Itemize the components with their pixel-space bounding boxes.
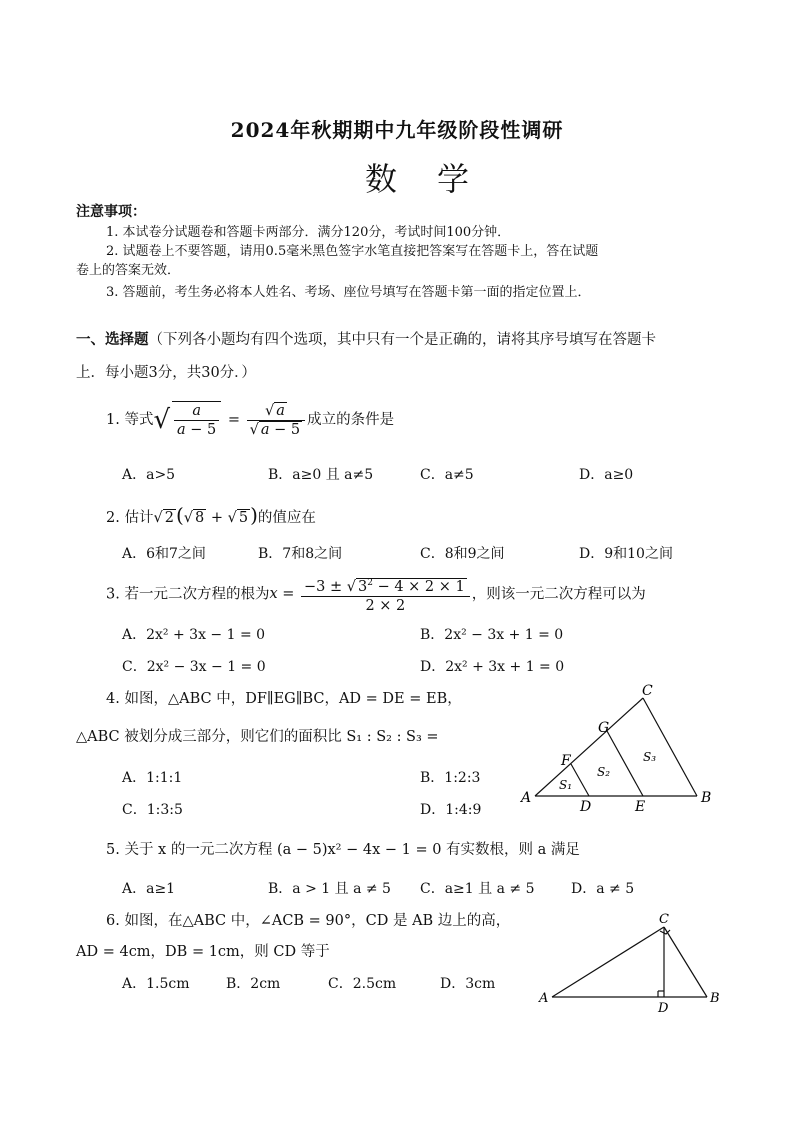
fig4-label-e: E bbox=[635, 799, 646, 815]
q6-option-a[interactable]: A．1.5cm bbox=[122, 976, 190, 992]
q4-option-a[interactable]: A．1:1:1 bbox=[122, 770, 183, 786]
page-title: 2024年秋期期中九年级阶段性调研 bbox=[230, 118, 564, 142]
question-3 bbox=[106, 574, 646, 615]
section-title: 一、选择题 bbox=[76, 332, 149, 348]
q1-option-b[interactable]: B．a≥0 且 a≠5 bbox=[268, 467, 374, 483]
note-3: 3. 答题前，考生务必将本人姓名、考场、座位号填写在答题卡第一面的指定位置上． bbox=[106, 285, 591, 300]
q5-option-b[interactable]: B．a > 1 且 a ≠ 5 bbox=[268, 881, 391, 897]
fig4-label-g: G bbox=[598, 720, 610, 736]
q3-option-b[interactable]: B．2x² − 3x + 1 = 0 bbox=[420, 627, 564, 643]
q6-option-d[interactable]: D．3cm bbox=[440, 976, 496, 992]
question-1 bbox=[106, 401, 394, 439]
q1-option-d[interactable]: D．a≥0 bbox=[579, 467, 634, 483]
q5-option-a[interactable]: A．a≥1 bbox=[122, 881, 176, 897]
subject-title: 数学 bbox=[364, 160, 509, 198]
note-2-cont: 卷上的答案无效． bbox=[76, 263, 181, 278]
q1-formula: √ $\frac{a}{a - 5}$ = $\frac{√ a}{√ a - 5}$ bbox=[153, 401, 307, 439]
fig4-label-f: F bbox=[561, 753, 571, 769]
q6-line-1: 6. 如图，在△ABC 中，∠ACB = 90°，CD 是 AB 边上的高， bbox=[106, 913, 511, 929]
q3-formula: x = $\frac{-3 \pm √ 3^2 - 4 \times 2 \times 1}{2 \times 2}$ bbox=[269, 586, 471, 602]
question-2 bbox=[106, 503, 316, 527]
fig6-label-c: C bbox=[659, 912, 669, 927]
q6-right-triangle-figure bbox=[535, 905, 730, 1017]
q6-option-c[interactable]: C．2.5cm bbox=[328, 976, 397, 992]
q5-option-c[interactable]: C．a≥1 且 a ≠ 5 bbox=[420, 881, 535, 897]
q2-option-d[interactable]: D．9和10之间 bbox=[579, 546, 673, 562]
q2-option-c[interactable]: C．8和9之间 bbox=[420, 546, 505, 562]
fig4-label-s3: S₃ bbox=[643, 750, 657, 764]
q3-suffix: ，则该一元二次方程可以为 bbox=[471, 586, 646, 603]
q4-triangle-figure bbox=[515, 680, 725, 815]
q1-option-a[interactable]: A．a>5 bbox=[122, 467, 176, 483]
section-desc-2: 上．每小题3分，共30分．） bbox=[76, 365, 256, 381]
note-2: 2. 试题卷上不要答题，请用0.5毫米黑色签字水笔直接把答案写在答题卡上，答在试题 bbox=[106, 244, 599, 259]
q5-text: 5. 关于 x 的一元二次方程 (a − 5)x² − 4x − 1 = 0 有实数根，则 a 满足 bbox=[106, 842, 580, 858]
q2-option-b[interactable]: B．7和8之间 bbox=[258, 546, 343, 562]
notes-heading: 注意事项： bbox=[76, 204, 146, 220]
q2-formula: √ 2 (√ 8 + √ 5 ) bbox=[153, 503, 258, 527]
fig4-label-c: C bbox=[642, 683, 653, 699]
q2-suffix: 的值应在 bbox=[257, 510, 316, 526]
fig6-label-b: B bbox=[710, 991, 720, 1006]
q6-option-b[interactable]: B．2cm bbox=[226, 976, 281, 992]
note-1: 1. 本试卷分试题卷和答题卡两部分．满分120分，考试时间100分钟． bbox=[106, 225, 511, 240]
q5-option-d[interactable]: D．a ≠ 5 bbox=[571, 881, 635, 897]
q3-option-a[interactable]: A．2x² + 3x − 1 = 0 bbox=[122, 627, 266, 643]
q4-option-d[interactable]: D．1:4:9 bbox=[420, 802, 482, 818]
section-desc-1: （下列各小题均有四个选项，其中只有一个是正确的，请将其序号填写在答题卡 bbox=[148, 332, 656, 348]
fig6-label-a: A bbox=[539, 991, 549, 1006]
q1-option-c[interactable]: C．a≠5 bbox=[420, 467, 474, 483]
section-heading-line bbox=[76, 328, 656, 349]
q2-option-a[interactable]: A．6和7之间 bbox=[122, 546, 206, 562]
fig4-label-a: A bbox=[521, 790, 532, 806]
fig4-label-s2: S₂ bbox=[597, 765, 611, 779]
fig4-label-b: B bbox=[701, 790, 712, 806]
q4-line-1: 4. 如图，△ABC 中，DF∥EG∥BC，AD = DE = EB， bbox=[106, 691, 462, 707]
q4-option-c[interactable]: C．1:3:5 bbox=[122, 802, 183, 818]
q1-prefix: 1. 等式 bbox=[106, 412, 154, 428]
q1-suffix: 成立的条件是 bbox=[307, 412, 395, 428]
q2-prefix: 2. 估计 bbox=[106, 510, 154, 526]
q3-option-c[interactable]: C．2x² − 3x − 1 = 0 bbox=[122, 659, 266, 675]
fig6-label-d: D bbox=[658, 1001, 669, 1016]
q3-option-d[interactable]: D．2x² + 3x + 1 = 0 bbox=[420, 659, 565, 675]
q6-line-2: AD = 4cm，DB = 1cm，则 CD 等于 bbox=[76, 944, 330, 960]
fig4-label-d: D bbox=[580, 799, 592, 815]
fig4-label-s1: S₁ bbox=[559, 778, 573, 792]
q4-option-b[interactable]: B．1:2:3 bbox=[420, 770, 481, 786]
q3-prefix: 3. 若一元二次方程的根为 bbox=[106, 586, 270, 603]
q4-line-2: △ABC 被划分成三部分，则它们的面积比 S₁ : S₂ : S₃ = bbox=[76, 729, 439, 745]
